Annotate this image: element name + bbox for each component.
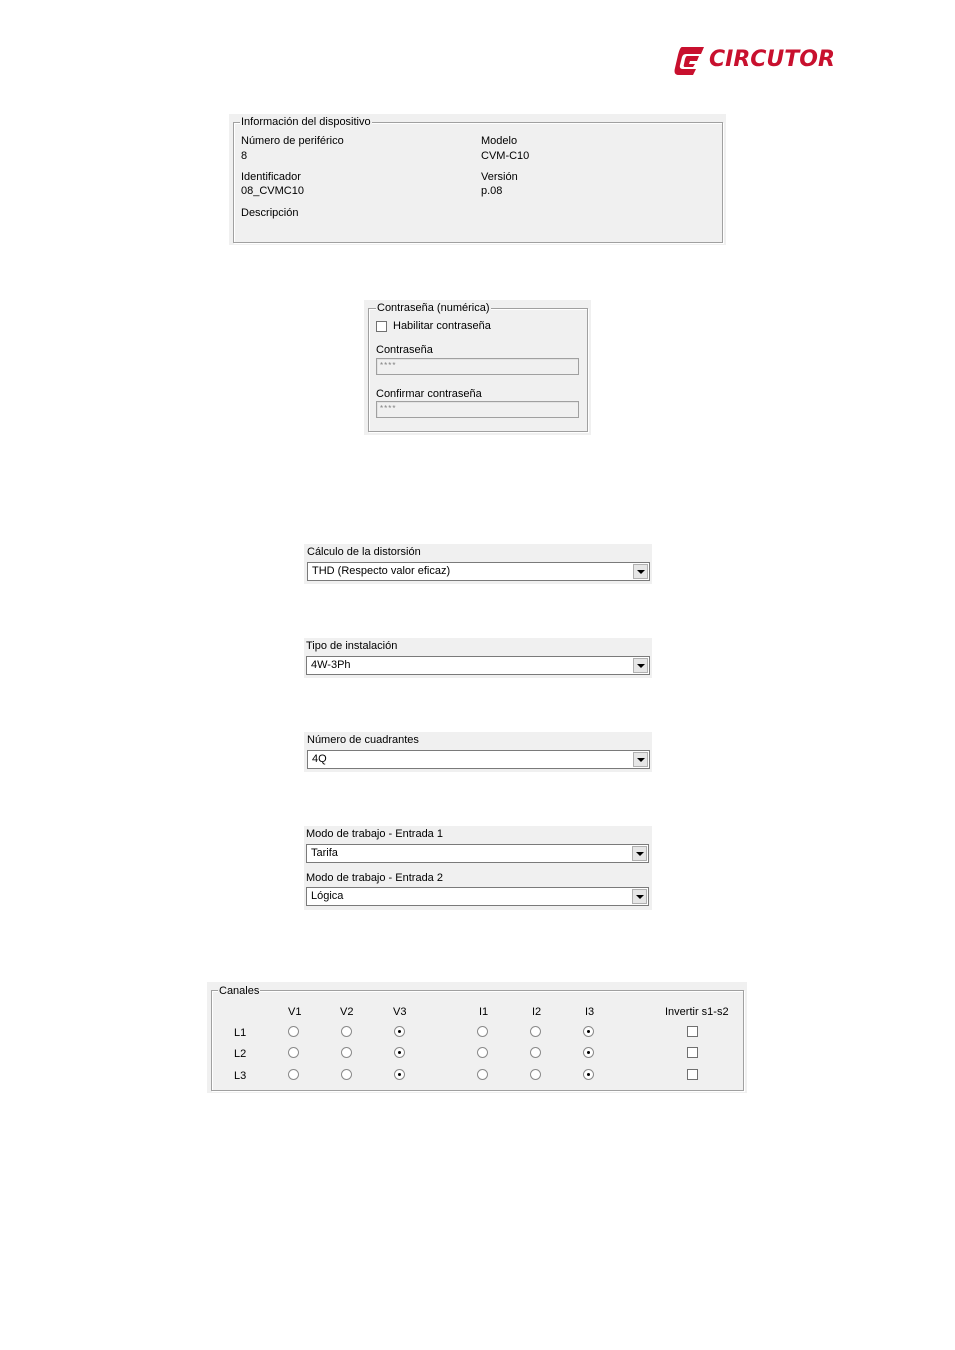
radio-l3-v2[interactable]	[341, 1069, 352, 1080]
installation-selected-value: 4W-3Ph	[311, 659, 351, 671]
column-header-i2: I2	[532, 1006, 542, 1018]
radio-l3-v1[interactable]	[288, 1069, 299, 1080]
enable-password-label: Habilitar contraseña	[393, 320, 491, 332]
version-label: Versión	[481, 171, 518, 183]
radio-l2-i1[interactable]	[477, 1047, 488, 1058]
chevron-down-icon[interactable]	[632, 889, 647, 904]
device-info-panel	[229, 114, 726, 245]
radio-l1-v1[interactable]	[288, 1026, 299, 1037]
device-info-title: Información del dispositivo	[241, 116, 371, 128]
circutor-logo-text: CIRCUTOR	[709, 47, 835, 72]
password-title: Contraseña (numérica)	[377, 302, 490, 314]
version-value: p.08	[481, 185, 503, 197]
distortion-select[interactable]	[307, 562, 650, 581]
model-label: Modelo	[481, 135, 518, 147]
radio-l1-v2[interactable]	[341, 1026, 352, 1037]
enable-password-checkbox[interactable]	[376, 321, 387, 332]
column-header-v1: V1	[288, 1006, 302, 1018]
radio-l3-v3[interactable]	[394, 1069, 405, 1080]
quadrants-label: Número de cuadrantes	[307, 734, 419, 746]
distortion-panel	[304, 544, 652, 584]
column-header-v3: V3	[393, 1006, 407, 1018]
invert-checkbox-l1[interactable]	[687, 1026, 698, 1037]
channels-title: Canales	[219, 985, 260, 997]
chevron-down-icon[interactable]	[633, 564, 648, 579]
row-label-l1: L1	[234, 1027, 247, 1039]
radio-l3-i2[interactable]	[530, 1069, 541, 1080]
channels-panel	[207, 982, 747, 1093]
work-mode-panel	[304, 826, 652, 910]
password-panel	[364, 300, 591, 435]
quadrants-selected-value: 4Q	[312, 753, 327, 765]
column-header-invert: Invertir s1-s2	[665, 1006, 729, 1018]
installation-select[interactable]	[306, 656, 650, 675]
identifier-value: 08_CVMC10	[241, 185, 304, 197]
invert-checkbox-l3[interactable]	[687, 1069, 698, 1080]
password-label: Contraseña	[376, 344, 433, 356]
circutor-logo-icon	[674, 45, 708, 77]
radio-l2-i2[interactable]	[530, 1047, 541, 1058]
invert-checkbox-l2[interactable]	[687, 1047, 698, 1058]
radio-l2-i3[interactable]	[583, 1047, 594, 1058]
distortion-selected-value: THD (Respecto valor eficaz)	[312, 565, 451, 577]
radio-l1-i2[interactable]	[530, 1026, 541, 1037]
row-label-l2: L2	[234, 1048, 247, 1060]
chevron-down-icon[interactable]	[632, 846, 647, 861]
radio-l3-i3[interactable]	[583, 1069, 594, 1080]
chevron-down-icon[interactable]	[633, 658, 648, 673]
radio-l2-v2[interactable]	[341, 1047, 352, 1058]
distortion-label: Cálculo de la distorsión	[307, 546, 421, 558]
column-header-i1: I1	[479, 1006, 489, 1018]
work-mode-input1-select[interactable]	[306, 844, 649, 863]
radio-l1-i1[interactable]	[477, 1026, 488, 1037]
radio-l3-i1[interactable]	[477, 1069, 488, 1080]
description-label: Descripción	[241, 207, 299, 219]
work-mode-input2-value: Lógica	[311, 890, 344, 902]
installation-label: Tipo de instalación	[306, 640, 398, 652]
peripheral-label: Número de periférico	[241, 135, 344, 147]
work-mode-input2-label: Modo de trabajo - Entrada 2	[306, 872, 443, 884]
column-header-v2: V2	[340, 1006, 354, 1018]
row-label-l3: L3	[234, 1070, 247, 1082]
installation-panel	[304, 638, 652, 678]
password-field[interactable]: ****	[376, 358, 579, 375]
quadrants-panel	[304, 732, 652, 772]
work-mode-input1-value: Tarifa	[311, 847, 338, 859]
work-mode-input2-select[interactable]	[306, 887, 649, 906]
confirm-password-field[interactable]: ****	[376, 401, 579, 418]
peripheral-value: 8	[241, 150, 248, 162]
chevron-down-icon[interactable]	[633, 752, 648, 767]
column-header-i3: I3	[585, 1006, 595, 1018]
model-value: CVM-C10	[481, 150, 530, 162]
confirm-password-label: Confirmar contraseña	[376, 388, 482, 400]
quadrants-select[interactable]	[307, 750, 650, 769]
identifier-label: Identificador	[241, 171, 301, 183]
radio-l1-v3[interactable]	[394, 1026, 405, 1037]
radio-l1-i3[interactable]	[583, 1026, 594, 1037]
work-mode-input1-label: Modo de trabajo - Entrada 1	[306, 828, 443, 840]
radio-l2-v1[interactable]	[288, 1047, 299, 1058]
radio-l2-v3[interactable]	[394, 1047, 405, 1058]
